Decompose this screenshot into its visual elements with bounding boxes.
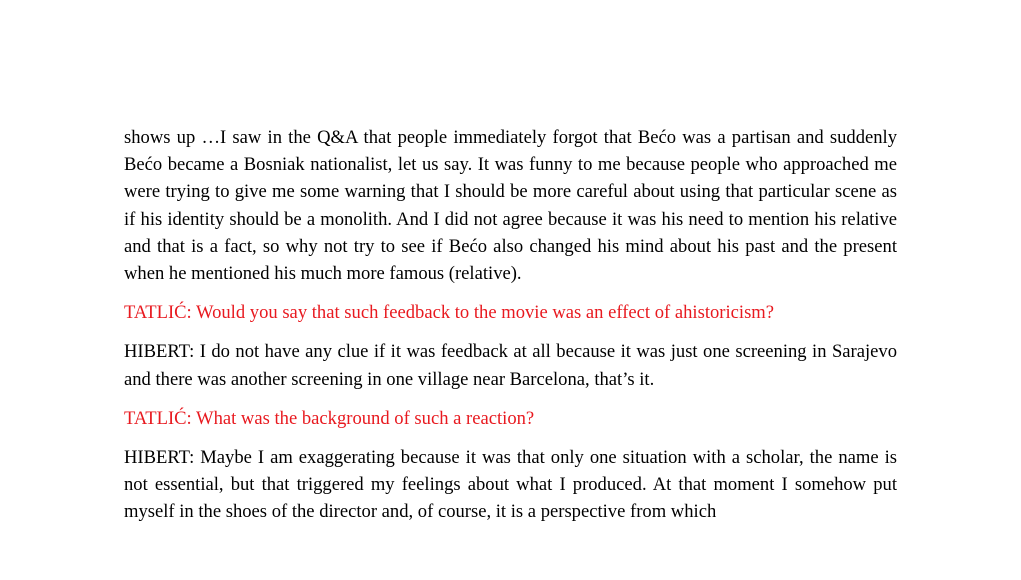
question-paragraph-ahistoricism: TATLIĆ: Would you say that such feedback to the movie was an effect of ahistoricism?	[124, 302, 775, 324]
answer-paragraph-continuation: shows up …I saw in the Q&A that people immediately forgot that Bećo was a partisan and suddenly Bećo became a Bosniak nationalist, let us say. It was funny to me because people who approached me were trying to give me some warning that I should be more careful about using that particular scene as if his identity should be a monolith. And I did not agree because it was his need to mention his relative and that is a fact, so why not try to see if Bećo also changed his mind about his past and the present when he mentioned his much more famous (relative).	[124, 127, 897, 285]
document-body	[124, 124, 897, 526]
answer-paragraph-exaggerating: HIBERT: Maybe I am exaggerating because it was that only one situation with a scholar, the name is not essential, but that triggered my feelings about what I produced. At that moment I somehow put myself in the shoes of the director and, of course, it is a perspective from which	[124, 447, 897, 523]
answer-paragraph-feedback: HIBERT: I do not have any clue if it was feedback at all because it was just one screening in Sarajevo and there was another screening in one village near Barcelona, that’s it.	[124, 341, 897, 390]
question-paragraph-background: TATLIĆ: What was the background of such a reaction?	[124, 407, 535, 429]
